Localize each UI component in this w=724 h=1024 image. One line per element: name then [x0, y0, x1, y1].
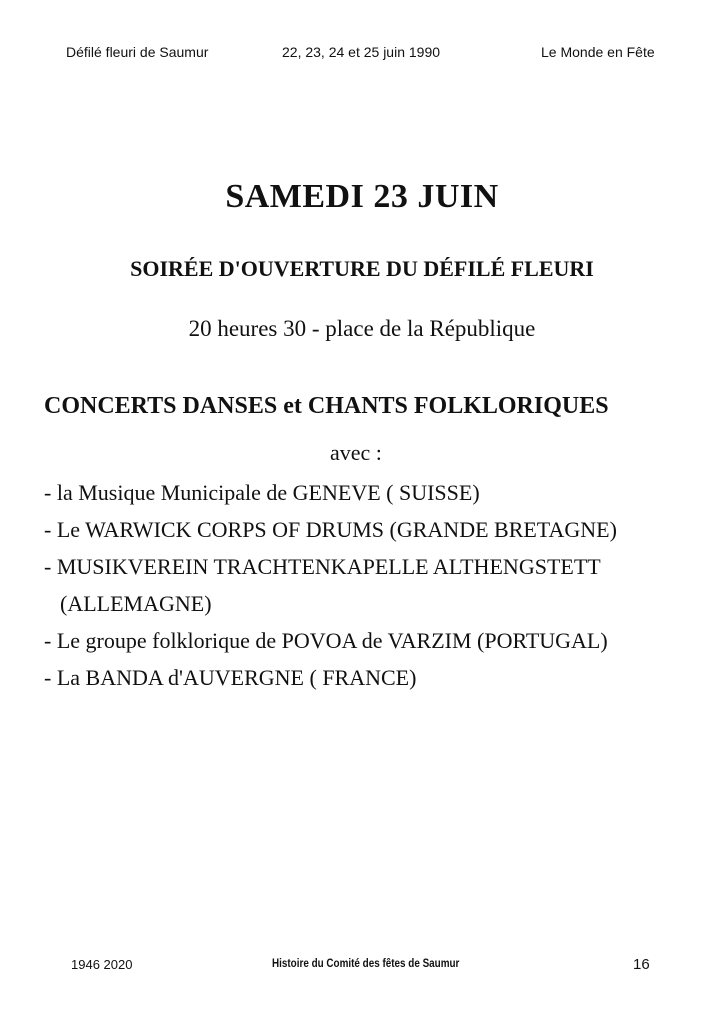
- concerts-heading: CONCERTS DANSES et CHANTS FOLKLORIQUES: [44, 393, 609, 419]
- footer-title: Histoire du Comité des fêtes de Saumur: [272, 958, 460, 970]
- list-item: - la Musique Municipale de GENEVE ( SUISSE): [44, 480, 480, 505]
- page-title: SAMEDI 23 JUIN: [225, 178, 499, 215]
- event-time-place: 20 heures 30 - place de la République: [188, 316, 536, 341]
- avec-label: avec :: [330, 440, 382, 465]
- list-item: - Le groupe folklorique de POVOA de VARZIM (PORTUGAL): [44, 628, 608, 653]
- list-item: - Le WARWICK CORPS OF DRUMS (GRANDE BRETAGNE): [44, 517, 617, 542]
- list-item: - MUSIKVEREIN TRACHTENKAPELLE ALTHENGSTETT: [44, 554, 601, 579]
- header-right-text: Le Monde en Fête: [541, 44, 655, 60]
- list-item: - La BANDA d'AUVERGNE ( FRANCE): [44, 665, 417, 690]
- footer-years: 1946 2020: [71, 957, 133, 972]
- page-number: 16: [633, 956, 650, 973]
- list-item-continuation: (ALLEMAGNE): [60, 591, 212, 616]
- header-date-text: 22, 23, 24 et 25 juin 1990: [282, 44, 441, 60]
- header-left-text: Défilé fleuri de Saumur: [66, 44, 209, 60]
- event-subtitle: SOIRÉE D'OUVERTURE DU DÉFILÉ FLEURI: [130, 256, 594, 281]
- performer-list: [44, 474, 716, 696]
